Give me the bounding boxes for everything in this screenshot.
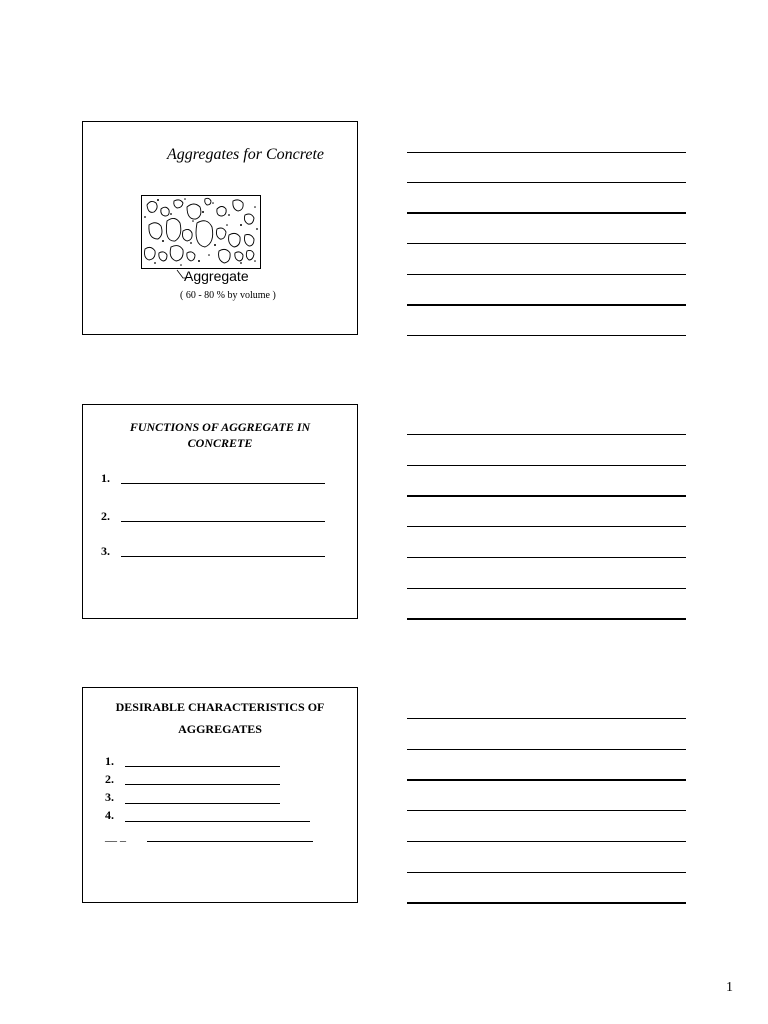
extra-item-marker: __ _ [105,829,126,843]
list-item-number: 2. [101,509,110,523]
note-line [407,810,686,811]
note-line [407,718,686,719]
answer-blank [125,766,280,767]
answer-blank [121,483,325,484]
label-leader-line [83,122,359,336]
aggregate-label: Aggregate [184,268,249,284]
answer-blank [121,521,325,522]
answer-blank [125,784,280,785]
note-line [407,557,686,558]
note-line [407,274,686,275]
note-line [407,243,686,244]
slide-title: DESIRABLE CHARACTERISTICS OF AGGREGATES [115,700,325,736]
page-number: 1 [726,980,733,995]
list-item-number: 1. [101,471,110,485]
note-line [407,588,686,589]
note-line [407,152,686,153]
answer-blank [147,841,313,842]
note-line [407,495,686,497]
note-line [407,434,686,435]
slide-desirable-characteristics [82,687,358,903]
list-item-number: 4. [105,808,114,822]
note-line [407,872,686,873]
slide-title: FUNCTIONS OF AGGREGATE IN CONCRETE [129,420,311,450]
note-line [407,182,686,183]
note-line [407,841,686,842]
note-line [407,749,686,750]
note-line [407,618,686,620]
slide-aggregates-for-concrete [82,121,358,335]
list-item-number: 1. [105,754,114,768]
list-item-number: 2. [105,772,114,786]
aggregate-volume-note: ( 60 - 80 % by volume ) [180,290,276,301]
answer-blank [125,821,310,822]
note-line [407,304,686,306]
note-line [407,526,686,527]
note-line [407,465,686,466]
list-item-number: 3. [101,544,110,558]
note-line [407,212,686,214]
slide-functions-of-aggregate [82,404,358,619]
note-line [407,779,686,781]
answer-blank [121,556,325,557]
note-line [407,335,686,336]
note-line [407,902,686,904]
answer-blank [125,803,280,804]
slide-title: Aggregates for Concrete [167,146,325,163]
list-item-number: 3. [105,790,114,804]
